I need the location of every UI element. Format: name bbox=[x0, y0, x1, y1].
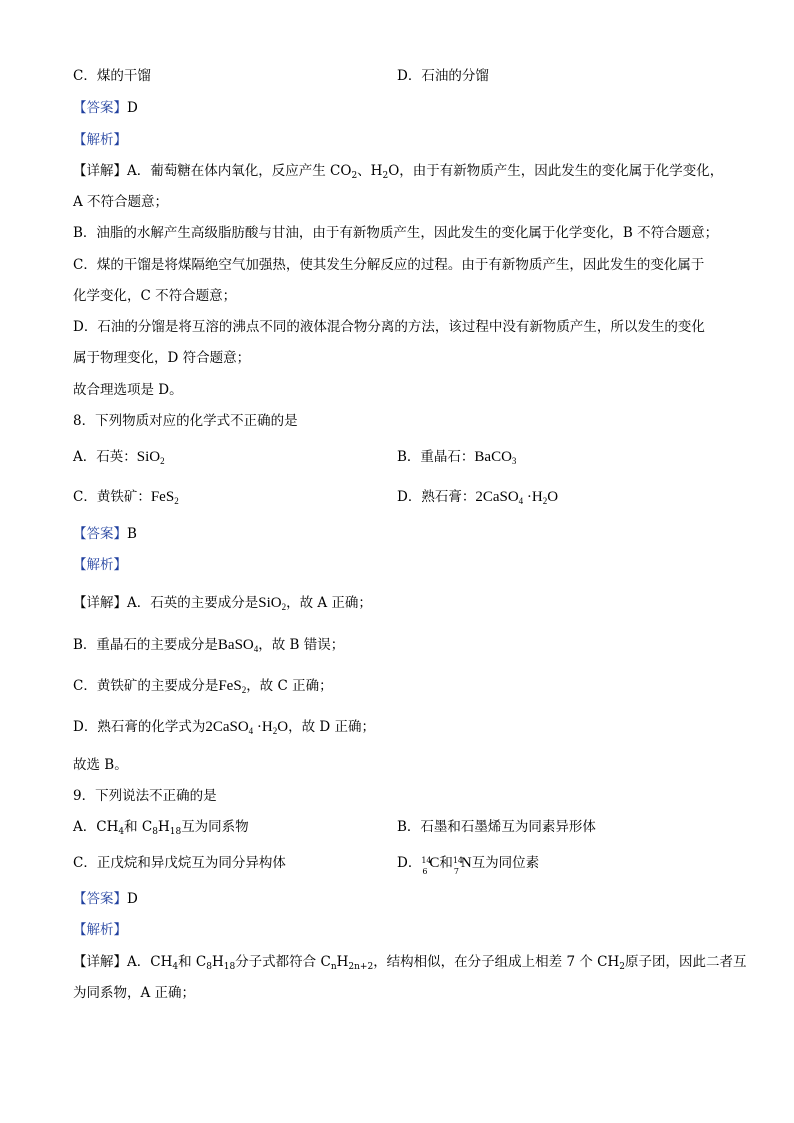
detail-label: 【详解】 bbox=[73, 163, 127, 179]
subscript: 8 bbox=[206, 962, 212, 972]
isotope-notation bbox=[421, 854, 432, 876]
text: ，故 C 正确； bbox=[246, 678, 333, 694]
q8-detail-a bbox=[73, 594, 372, 612]
subscript: 2 bbox=[351, 171, 358, 181]
subscript: 2 bbox=[619, 962, 625, 972]
subscript: 2 bbox=[281, 602, 287, 612]
answer-label: 【答案】 bbox=[73, 891, 127, 907]
subscript: 2 bbox=[174, 496, 179, 506]
q7-analysis-label: 【解析】 bbox=[73, 132, 127, 148]
atomic-number: 7 bbox=[453, 867, 459, 876]
element-symbol: C bbox=[429, 855, 440, 871]
q7-detail-c: C．煤的干馏是将煤隔绝空气加强热，使其发生分解反应的过程。由于有新物质产生，因此发生的变化属于 bbox=[73, 257, 705, 273]
text: 、H bbox=[357, 163, 383, 179]
q7-conclusion: 故合理选项是 D。 bbox=[73, 382, 183, 398]
subscript: 2 bbox=[160, 456, 165, 466]
text: A．CH bbox=[73, 819, 119, 835]
subscript: 2 bbox=[241, 685, 247, 695]
formula bbox=[258, 595, 286, 611]
text: BaCO bbox=[474, 449, 512, 465]
q9-detail-a-cont: 为同系物，A 正确； bbox=[73, 985, 196, 1001]
q8-option-b bbox=[397, 448, 516, 466]
subscript: 8 bbox=[152, 827, 158, 837]
text: H bbox=[211, 954, 224, 970]
q7-detail-d: D．石油的分馏是将互溶的沸点不同的液体混合物分离的方法，该过程中没有新物质产生，所以发生的变化 bbox=[73, 319, 705, 335]
formula bbox=[205, 719, 288, 735]
text: ，故 D 正确； bbox=[288, 719, 376, 735]
q7-detail-a-cont: A 不符合题意； bbox=[73, 194, 169, 210]
answer-label: 【答案】 bbox=[73, 526, 127, 542]
subscript: 3 bbox=[511, 456, 517, 466]
mass-number: 14 bbox=[421, 856, 432, 865]
text: FeS bbox=[218, 678, 242, 694]
text: H bbox=[157, 819, 170, 835]
answer-value: D bbox=[127, 100, 138, 116]
subscript: 4 bbox=[172, 962, 179, 972]
subscript: 2n+2 bbox=[348, 962, 374, 972]
subscript: 4 bbox=[118, 827, 125, 837]
text: · bbox=[256, 719, 262, 735]
mass-number: 14 bbox=[452, 856, 464, 865]
subscript: 2 bbox=[382, 171, 389, 181]
q8-analysis-label: 【解析】 bbox=[73, 557, 127, 573]
q7-option-d: D．石油的分馏 bbox=[397, 68, 489, 84]
text: 互为同位素 bbox=[471, 855, 540, 871]
atomic-number: 6 bbox=[422, 867, 428, 876]
q8-detail-b bbox=[73, 636, 344, 654]
text: SiO bbox=[136, 449, 161, 465]
q9-stem: 9．下列说法不正确的是 bbox=[73, 788, 217, 804]
q7-answer bbox=[73, 99, 138, 117]
formula bbox=[474, 449, 516, 465]
text: O bbox=[277, 719, 289, 735]
q9-option-d bbox=[397, 854, 540, 876]
text: D．熟石膏的化学式为 bbox=[73, 719, 206, 735]
text: H bbox=[531, 489, 543, 505]
text: B．重晶石的主要成分是 bbox=[73, 637, 218, 653]
subscript: 4 bbox=[253, 644, 259, 654]
q9-answer bbox=[73, 890, 138, 908]
formula bbox=[151, 489, 179, 505]
text: C．黄铁矿的主要成分是 bbox=[73, 678, 219, 694]
subscript: 2 bbox=[272, 726, 278, 736]
subscript: 18 bbox=[169, 827, 182, 837]
answer-value: D bbox=[127, 891, 138, 907]
q7-option-c: C．煤的干馏 bbox=[73, 68, 151, 84]
text: B．重晶石： bbox=[397, 449, 475, 465]
q9-analysis-label: 【解析】 bbox=[73, 922, 127, 938]
text: · bbox=[526, 489, 532, 505]
answer-value: B bbox=[127, 526, 137, 542]
text: O，由于有新物质产生，因此发生的变化属于化学变化， bbox=[388, 163, 724, 179]
q8-option-d bbox=[397, 488, 558, 506]
element-symbol: N bbox=[460, 855, 472, 871]
text: 分子式都符合 C bbox=[235, 954, 331, 970]
text: 和 C bbox=[124, 819, 153, 835]
formula bbox=[218, 678, 246, 694]
text: H bbox=[261, 719, 273, 735]
text: FeS bbox=[150, 489, 175, 505]
subscript: n bbox=[330, 962, 337, 972]
text: C．黄铁矿： bbox=[73, 489, 151, 505]
subscript: 4 bbox=[248, 726, 254, 736]
q8-detail-c bbox=[73, 677, 333, 695]
text: A．CH bbox=[127, 954, 173, 970]
subscript: 4 bbox=[518, 496, 524, 506]
formula bbox=[475, 489, 558, 505]
text: ，故 A 正确； bbox=[286, 595, 372, 611]
answer-label: 【答案】 bbox=[73, 100, 127, 116]
text: 2CaSO bbox=[205, 719, 249, 735]
detail-label: 【详解】 bbox=[73, 954, 127, 970]
text: 和 C bbox=[178, 954, 207, 970]
subscript: 2 bbox=[542, 496, 548, 506]
text: H bbox=[336, 954, 349, 970]
text: BaSO bbox=[217, 637, 254, 653]
q7-detail-a bbox=[73, 162, 723, 180]
q8-detail-d bbox=[73, 718, 375, 736]
q7-detail-c-cont: 化学变化，C 不符合题意； bbox=[73, 288, 237, 304]
q7-detail-d-cont: 属于物理变化，D 符合题意； bbox=[73, 350, 251, 366]
q9-option-c: C．正戊烷和异戊烷互为同分异构体 bbox=[73, 855, 286, 871]
formula bbox=[137, 449, 165, 465]
text: 和 bbox=[439, 855, 453, 871]
text: A．石英： bbox=[73, 449, 137, 465]
text: A．石英的主要成分是 bbox=[127, 595, 259, 611]
text: D．熟石膏： bbox=[397, 489, 476, 505]
text: ，结构相似，在分子组成上相差 7 个 CH bbox=[373, 954, 620, 970]
isotope-notation bbox=[452, 854, 464, 876]
q8-option-c bbox=[73, 488, 179, 506]
text: D． bbox=[397, 855, 422, 871]
text: ，故 B 错误； bbox=[258, 637, 345, 653]
q9-detail-a bbox=[73, 953, 747, 971]
text: 2CaSO bbox=[475, 489, 519, 505]
q8-option-a bbox=[73, 448, 165, 466]
text: SiO bbox=[258, 595, 282, 611]
text: O bbox=[547, 489, 559, 505]
formula bbox=[218, 637, 258, 653]
text: 互为同系物 bbox=[181, 819, 249, 835]
subscript: 18 bbox=[223, 962, 236, 972]
detail-label: 【详解】 bbox=[73, 595, 127, 611]
text: A．葡萄糖在体内氧化，反应产生 CO bbox=[127, 163, 352, 179]
q9-option-b: B．石墨和石墨烯互为同素异形体 bbox=[397, 819, 596, 835]
q8-answer bbox=[73, 525, 137, 543]
q7-detail-b: B．油脂的水解产生高级脂肪酸与甘油，由于有新物质产生，因此发生的变化属于化学变化，B 不符合题意； bbox=[73, 225, 719, 241]
q8-stem: 8．下列物质对应的化学式不正确的是 bbox=[73, 413, 298, 429]
q9-option-a bbox=[73, 818, 249, 836]
text: 原子团，因此二者互 bbox=[625, 954, 747, 970]
q8-conclusion: 故选 B。 bbox=[73, 757, 128, 773]
